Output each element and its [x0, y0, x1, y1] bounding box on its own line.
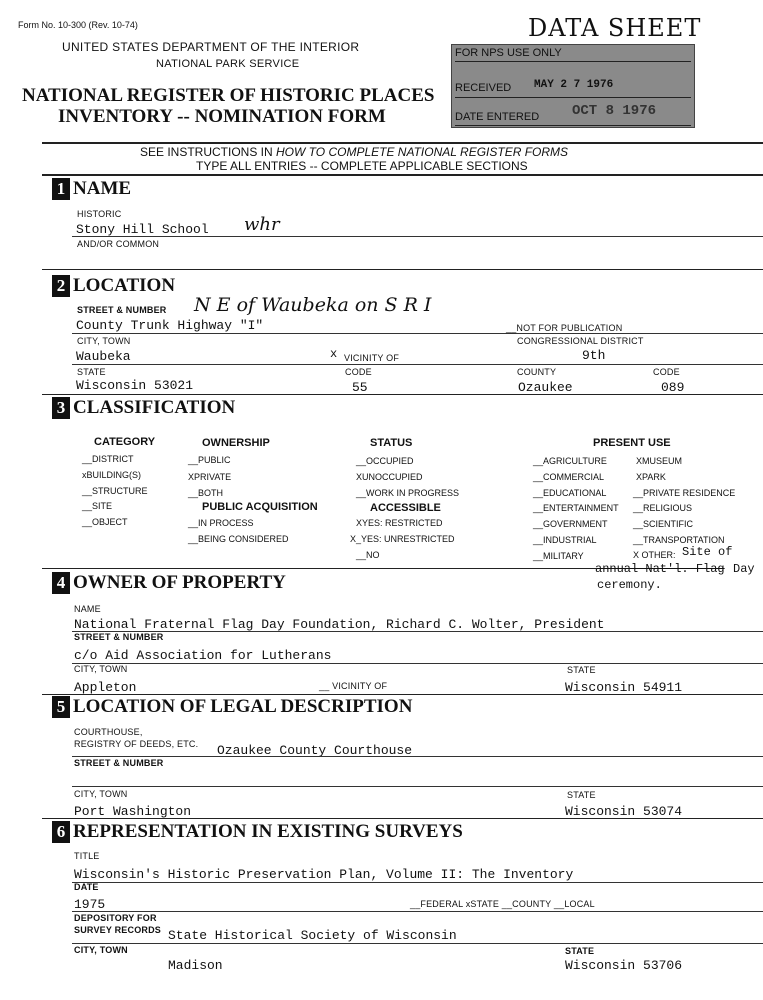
data-sheet-stamp: DATA SHEET	[528, 14, 702, 42]
legal-street-label: STREET & NUMBER	[74, 758, 164, 768]
section-3-heading	[52, 397, 235, 419]
present-use-heading: PRESENT USE	[593, 437, 671, 449]
section-5-title: LOCATION OF LEGAL DESCRIPTION	[73, 696, 413, 717]
use-other-line2: ceremony.	[597, 578, 662, 592]
category-district: __DISTRICT	[82, 454, 134, 464]
courthouse-value: Ozaukee County Courthouse	[217, 743, 413, 758]
use-other-day: Day	[733, 562, 755, 576]
section-2-number: 2	[52, 275, 70, 297]
acquisition-being-considered: __BEING CONSIDERED	[188, 534, 289, 544]
section-1-title: NAME	[73, 178, 132, 199]
owner-street-label: STREET & NUMBER	[74, 632, 164, 642]
survey-state-value: Wisconsin 53706	[565, 958, 683, 973]
ownership-both: __BOTH	[188, 488, 224, 498]
use-religious: __RELIGIOUS	[633, 503, 693, 513]
status-occupied: __OCCUPIED	[356, 456, 414, 466]
owner-street-value: c/o Aid Association for Lutherans	[74, 648, 332, 663]
not-for-publication: __NOT FOR PUBLICATION	[506, 323, 623, 333]
use-agriculture: __AGRICULTURE	[533, 456, 607, 466]
legal-city-label: CITY, TOWN	[74, 789, 128, 799]
accessible-heading: ACCESSIBLE	[370, 502, 441, 514]
section-6-number: 6	[52, 821, 70, 843]
legal-state-label: STATE	[567, 790, 596, 800]
use-other: X OTHER:	[633, 550, 676, 560]
historic-handwritten-mark: whr	[244, 214, 280, 235]
instructions-line2: TYPE ALL ENTRIES -- COMPLETE APPLICABLE SECTIONS	[196, 159, 528, 173]
county-label: COUNTY	[517, 367, 557, 377]
state-code-value: 55	[352, 380, 368, 395]
survey-date-value: 1975	[74, 897, 106, 912]
use-other-struck: annual Nat'l. Flag	[595, 562, 725, 576]
courthouse-label-2: REGISTRY OF DEEDS, ETC.	[74, 739, 199, 749]
form-title-line1: NATIONAL REGISTER OF HISTORIC PLACES	[22, 85, 435, 106]
county-code-label: CODE	[653, 367, 680, 377]
status-unoccupied: XUNOCCUPIED	[356, 472, 423, 482]
category-structure: __STRUCTURE	[82, 486, 148, 496]
date-entered-stamp: OCT 8 1976	[572, 103, 657, 119]
ownership-heading: OWNERSHIP	[202, 437, 270, 449]
owner-state-label: STATE	[567, 665, 596, 675]
section-3-title: CLASSIFICATION	[73, 397, 236, 418]
status-heading: STATUS	[370, 437, 413, 449]
use-other-value: Site of	[682, 545, 733, 559]
street-label: STREET & NUMBER	[77, 305, 167, 315]
ownership-private: XPRIVATE	[188, 472, 232, 482]
use-park: XPARK	[636, 472, 666, 482]
section-6-title: REPRESENTATION IN EXISTING SURVEYS	[73, 821, 463, 842]
common-name-label: AND/OR COMMON	[77, 239, 160, 249]
use-industrial: __INDUSTRIAL	[533, 535, 597, 545]
survey-date-label: DATE	[74, 882, 99, 892]
depository-value: State Historical Society of Wisconsin	[168, 928, 457, 943]
congressional-district-value: 9th	[582, 348, 606, 363]
congressional-district-label: CONGRESSIONAL DISTRICT	[517, 336, 644, 346]
section-3-number: 3	[52, 397, 70, 419]
city-value: Waubeka	[76, 349, 131, 364]
use-scientific: __SCIENTIFIC	[633, 519, 694, 529]
nps-use-box	[451, 44, 695, 128]
depository-label-2: SURVEY RECORDS	[74, 925, 161, 935]
historic-name-value: Stony Hill School	[76, 222, 209, 237]
state-code-label: CODE	[345, 367, 372, 377]
instructions-line1	[140, 145, 568, 159]
section-2-heading	[52, 275, 175, 297]
status-work-in-progress: __WORK IN PROGRESS	[356, 488, 460, 498]
owner-name-value: National Fraternal Flag Day Foundation, Richard C. Wolter, President	[74, 617, 605, 632]
category-site: __SITE	[82, 501, 113, 511]
date-entered-label: DATE ENTERED	[455, 111, 540, 123]
form-number: Form No. 10-300 (Rev. 10-74)	[18, 20, 138, 30]
nps-box-title: FOR NPS USE ONLY	[455, 47, 562, 59]
survey-level: __FEDERAL xSTATE __COUNTY __LOCAL	[410, 899, 595, 909]
use-private-residence: __PRIVATE RESIDENCE	[633, 488, 736, 498]
section-4-title: OWNER OF PROPERTY	[73, 572, 286, 593]
use-educational: __EDUCATIONAL	[533, 488, 607, 498]
section-4-heading	[52, 572, 286, 594]
instructions-italic: HOW TO COMPLETE NATIONAL REGISTER FORMS	[276, 145, 569, 159]
owner-vicinity: __ VICINITY OF	[319, 681, 388, 691]
owner-name-label: NAME	[74, 604, 101, 614]
owner-city-label: CITY, TOWN	[74, 664, 128, 674]
section-6-heading	[52, 821, 463, 843]
survey-title-label: TITLE	[74, 851, 100, 861]
acquisition-in-process: __IN PROCESS	[188, 518, 254, 528]
section-4-number: 4	[52, 572, 70, 594]
form-title-line2: INVENTORY -- NOMINATION FORM	[58, 106, 386, 127]
use-government: __GOVERNMENT	[533, 519, 608, 529]
received-stamp: MAY 2 7 1976	[534, 79, 614, 91]
department-name: UNITED STATES DEPARTMENT OF THE INTERIOR	[62, 40, 360, 54]
received-label: RECEIVED	[455, 82, 512, 94]
city-label: CITY, TOWN	[77, 336, 131, 346]
legal-city-value: Port Washington	[74, 804, 192, 819]
street-value: County Trunk Highway "I"	[76, 318, 264, 333]
legal-state-value: Wisconsin 53074	[565, 804, 683, 819]
category-heading: CATEGORY	[94, 436, 156, 448]
use-commercial: __COMMERCIAL	[533, 472, 605, 482]
section-5-number: 5	[52, 696, 70, 718]
owner-city-value: Appleton	[74, 680, 137, 695]
depository-label-1: DEPOSITORY FOR	[74, 913, 157, 923]
street-handwritten-note: N E of Waubeka on S R I	[194, 294, 432, 316]
survey-city-value: Madison	[168, 958, 223, 973]
accessible-yes-restricted: XYES: RESTRICTED	[356, 518, 443, 528]
section-2-title: LOCATION	[73, 275, 176, 296]
section-1-heading	[52, 178, 131, 200]
accessible-no: __NO	[356, 550, 380, 560]
county-value: Ozaukee	[518, 380, 573, 395]
vicinity-label: VICINITY OF	[344, 353, 400, 363]
state-value: Wisconsin 53021	[76, 378, 194, 393]
survey-state-label: STATE	[565, 946, 595, 956]
vicinity-mark: x	[330, 347, 338, 361]
category-buildings: xBUILDING(S)	[82, 470, 142, 480]
historic-label: HISTORIC	[77, 209, 122, 219]
ownership-public: __PUBLIC	[188, 455, 231, 465]
courthouse-label-1: COURTHOUSE,	[74, 727, 143, 737]
use-transportation: __TRANSPORTATION	[633, 535, 725, 545]
section-5-heading	[52, 696, 412, 718]
owner-state-value: Wisconsin 54911	[565, 680, 683, 695]
county-code-value: 089	[661, 380, 685, 395]
survey-city-label: CITY, TOWN	[74, 945, 128, 955]
service-name: NATIONAL PARK SERVICE	[156, 58, 300, 70]
use-museum: XMUSEUM	[636, 456, 683, 466]
accessible-yes-unrestricted: X_YES: UNRESTRICTED	[350, 534, 455, 544]
use-entertainment: __ENTERTAINMENT	[533, 503, 619, 513]
category-object: __OBJECT	[82, 517, 128, 527]
section-1-number: 1	[52, 178, 70, 200]
public-acquisition-heading: PUBLIC ACQUISITION	[202, 501, 318, 513]
use-military: __MILITARY	[533, 551, 584, 561]
instructions-prefix: SEE INSTRUCTIONS IN	[140, 145, 277, 159]
survey-title-value: Wisconsin's Historic Preservation Plan, Volume II: The Inventory	[74, 867, 574, 882]
state-label: STATE	[77, 367, 106, 377]
